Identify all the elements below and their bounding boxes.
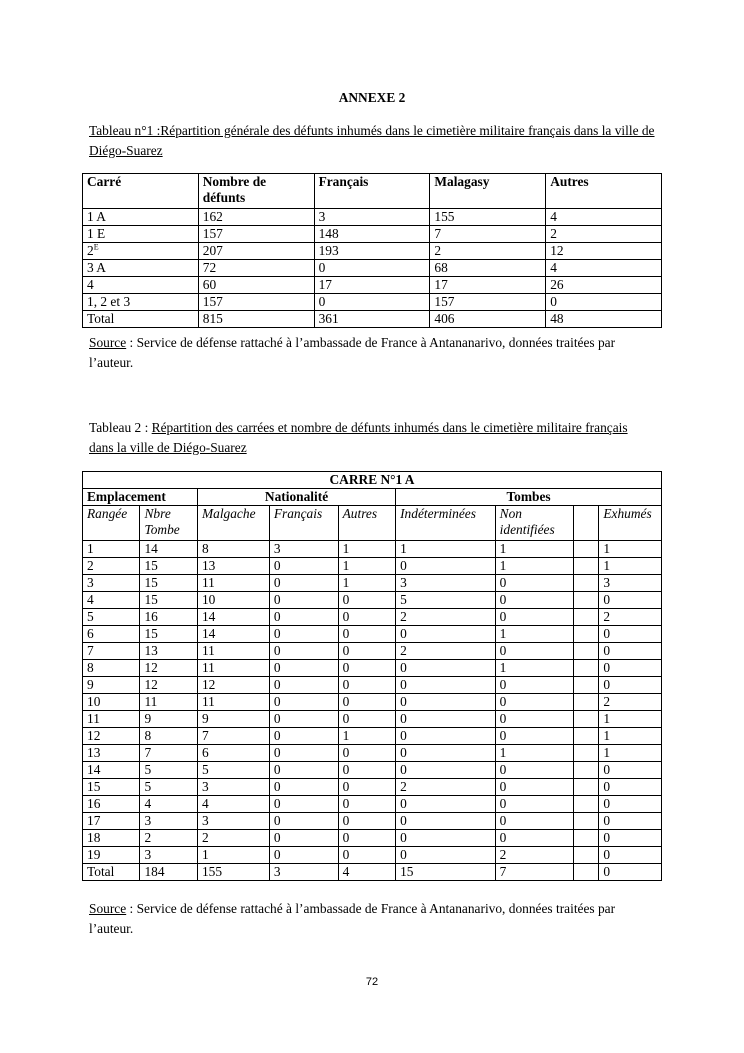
table1-cell: 17 [314, 277, 430, 294]
table2-cell: 3 [197, 813, 269, 830]
table2-cell: 16 [140, 609, 197, 626]
table2-cell: 1 [495, 558, 573, 575]
table2-caption-prefix: Tableau 2 : [89, 420, 152, 435]
table2-cell: 0 [269, 575, 338, 592]
table2-cell: 8 [197, 541, 269, 558]
table2-cell: 0 [269, 694, 338, 711]
group-emplacement: Emplacement [83, 489, 198, 506]
table2-cell: 8 [83, 660, 140, 677]
table2-cell: 0 [495, 779, 573, 796]
subheader-cell: Rangée [83, 506, 140, 541]
table2-cell: 0 [396, 626, 496, 643]
table2-cell: 13 [140, 643, 197, 660]
table1-cell: 3 [314, 209, 430, 226]
table2-cell: 0 [396, 558, 496, 575]
table2-cell: 1 [599, 728, 662, 745]
table2-row [83, 592, 662, 609]
table2-cell: 0 [269, 762, 338, 779]
table2-cell: 3 [599, 575, 662, 592]
table2-cell [573, 626, 599, 643]
table2-row [83, 541, 662, 558]
table2-cell: 9 [83, 677, 140, 694]
table2-cell: 0 [495, 575, 573, 592]
table1-cell: 2 [430, 243, 546, 260]
table2-cell [573, 660, 599, 677]
table2-cell: 0 [396, 813, 496, 830]
table2-cell: 11 [197, 643, 269, 660]
table1-cell: 60 [198, 277, 314, 294]
table2-row [83, 813, 662, 830]
table2-cell: 0 [338, 643, 395, 660]
table2-cell: 16 [83, 796, 140, 813]
table2-cell: 15 [140, 558, 197, 575]
table2-cell: 3 [140, 847, 197, 864]
table2-cell: 5 [396, 592, 496, 609]
table2-cell [573, 728, 599, 745]
table2-cell: 0 [396, 711, 496, 728]
table2-cell: 5 [140, 779, 197, 796]
table2-cell [573, 677, 599, 694]
subheader-cell: Malgache [197, 506, 269, 541]
subheader-cell: Nbre Tombe [140, 506, 197, 541]
table1-header-cell: Autres [546, 174, 662, 209]
table2-cell: 7 [197, 728, 269, 745]
table2-cell: 1 [338, 558, 395, 575]
table2-cell [573, 609, 599, 626]
table2-cell [573, 643, 599, 660]
table1-cell: 68 [430, 260, 546, 277]
table1-row [83, 311, 662, 328]
table2-cell: 1 [599, 711, 662, 728]
table2-cell [573, 864, 599, 881]
table2-source-text: : Service de défense rattaché à l’ambassade de France à Antananarivo, données traitées par l’auteur. [89, 901, 616, 936]
table2-cell: 0 [495, 677, 573, 694]
table2-cell: 5 [83, 609, 140, 626]
table2-cell: 0 [269, 660, 338, 677]
table1-cell: 1, 2 et 3 [83, 294, 199, 311]
table2-cell: 0 [599, 779, 662, 796]
table2-cell [573, 847, 599, 864]
table2-row [83, 762, 662, 779]
group-nationalite: Nationalité [197, 489, 395, 506]
table2-cell [573, 762, 599, 779]
table2-cell: 15 [140, 626, 197, 643]
table2-cell: 1 [599, 558, 662, 575]
table1-source [89, 333, 655, 373]
table2-cell: 7 [495, 864, 573, 881]
table2-row [83, 609, 662, 626]
table2-cell: 0 [599, 813, 662, 830]
table2-cell: Total [83, 864, 140, 881]
table1-header-cell: Carré [83, 174, 199, 209]
table2-cell: 4 [197, 796, 269, 813]
table1-header-cell: Malagasy [430, 174, 546, 209]
table1-source-text: : Service de défense rattaché à l’ambassade de France à Antananarivo, données traitées par l’auteur. [89, 335, 616, 370]
table2-cell: 14 [140, 541, 197, 558]
table2-cell: 5 [140, 762, 197, 779]
table2-cell [573, 541, 599, 558]
table2-cell: 2 [495, 847, 573, 864]
table1-cell: 4 [546, 260, 662, 277]
table2-row [83, 711, 662, 728]
table2-row [83, 677, 662, 694]
table1-cell: 157 [430, 294, 546, 311]
table2-cell: 14 [197, 626, 269, 643]
table1-cell: 1 A [83, 209, 199, 226]
table1-cell: 148 [314, 226, 430, 243]
table2-cell: 0 [599, 864, 662, 881]
table2-cell: 0 [396, 728, 496, 745]
table2-source-label: Source [89, 901, 127, 916]
table2-cell: 0 [269, 847, 338, 864]
table2-cell: 5 [197, 762, 269, 779]
table2-row [83, 796, 662, 813]
table2-row [83, 830, 662, 847]
table2-cell [573, 830, 599, 847]
table2-cell: 10 [83, 694, 140, 711]
table2-cell: 12 [197, 677, 269, 694]
annex-title: ANNEXE 2 [338, 90, 406, 105]
subheader-cell: Français [269, 506, 338, 541]
table2-cell: 0 [599, 677, 662, 694]
table2-cell: 0 [338, 779, 395, 796]
table2-cell: 2 [396, 779, 496, 796]
table2-cell: 0 [599, 830, 662, 847]
table2-cell: 18 [83, 830, 140, 847]
table2-cell: 14 [83, 762, 140, 779]
table2-cell [573, 745, 599, 762]
table2-cell [573, 813, 599, 830]
table1-caption: Tableau n°1 :Répartition générale des défunts inhumés dans le cimetière militaire français dans la ville de Diégo-Suarez [89, 123, 655, 158]
table2-cell: 0 [599, 762, 662, 779]
table2-title: CARRE N°1 A [83, 472, 662, 489]
table2-row [83, 575, 662, 592]
table2-cell: 0 [495, 643, 573, 660]
table2-cell: 1 [338, 541, 395, 558]
table2-cell: 0 [495, 762, 573, 779]
table2-cell: 1 [197, 847, 269, 864]
table2-cell: 11 [83, 711, 140, 728]
table2-cell: 0 [396, 830, 496, 847]
table2-cell: 0 [495, 592, 573, 609]
table2-cell: 0 [338, 694, 395, 711]
table2-cell: 1 [495, 745, 573, 762]
table2-cell: 0 [338, 813, 395, 830]
table1-cell: 361 [314, 311, 430, 328]
table2-cell: 9 [140, 711, 197, 728]
table2-cell: 1 [495, 626, 573, 643]
table2-cell: 0 [338, 677, 395, 694]
table2-row [83, 847, 662, 864]
table1-cell: 155 [430, 209, 546, 226]
table2-cell: 1 [396, 541, 496, 558]
table1-row [83, 294, 662, 311]
table1-cell: 0 [314, 260, 430, 277]
table2-cell: 0 [396, 847, 496, 864]
table2-row [83, 558, 662, 575]
subheader-cell [573, 506, 599, 541]
table2-cell: 0 [338, 626, 395, 643]
table1-row [83, 243, 662, 260]
table2-cell [573, 779, 599, 796]
table2-cell: 2 [396, 643, 496, 660]
table2-cell: 12 [140, 660, 197, 677]
table2-cell: 17 [83, 813, 140, 830]
table2-cell: 11 [197, 575, 269, 592]
table2-cell: 0 [269, 728, 338, 745]
table2-cell: 0 [396, 694, 496, 711]
table1-header-cell: Français [314, 174, 430, 209]
table2-cell: 184 [140, 864, 197, 881]
table2-cell: 1 [338, 575, 395, 592]
table2-cell: 7 [83, 643, 140, 660]
table2-cell: 2 [83, 558, 140, 575]
table2-cell: 0 [269, 796, 338, 813]
table2-cell: 7 [140, 745, 197, 762]
table2-row [83, 660, 662, 677]
table2-cell: 155 [197, 864, 269, 881]
table2-cell: 3 [83, 575, 140, 592]
table1-cell: 26 [546, 277, 662, 294]
table2-cell [573, 592, 599, 609]
table2-cell: 0 [396, 796, 496, 813]
group-tombes: Tombes [396, 489, 662, 506]
table2-cell: 15 [83, 779, 140, 796]
subheader-cell: Exhumés [599, 506, 662, 541]
table2-cell: 15 [396, 864, 496, 881]
table2-cell: 3 [197, 779, 269, 796]
table2-row [83, 694, 662, 711]
table2-cell: 0 [338, 609, 395, 626]
table2-cell: 1 [599, 745, 662, 762]
table2-cell: 0 [338, 762, 395, 779]
page-number: 72 [365, 976, 379, 988]
table1-cell: 12 [546, 243, 662, 260]
table2-cell: 8 [140, 728, 197, 745]
table2-cell: 0 [599, 660, 662, 677]
table2-caption [89, 418, 655, 458]
table2-cell: 2 [197, 830, 269, 847]
row-superscript: E [93, 242, 99, 252]
table2-cell: 0 [269, 626, 338, 643]
table2-cell: 14 [197, 609, 269, 626]
table1-cell: 17 [430, 277, 546, 294]
table2-cell: 10 [197, 592, 269, 609]
table2-cell [573, 558, 599, 575]
table2-cell: 11 [197, 660, 269, 677]
table2-cell: 0 [269, 592, 338, 609]
table2-cell: 3 [269, 541, 338, 558]
table2-cell: 2 [599, 609, 662, 626]
table2-cell: 1 [495, 660, 573, 677]
table2-cell: 0 [269, 677, 338, 694]
table1-cell: 815 [198, 311, 314, 328]
table2-cell: 19 [83, 847, 140, 864]
table1-cell: Total [83, 311, 199, 328]
table1-cell: 7 [430, 226, 546, 243]
subheader-cell: Non identifiées [495, 506, 573, 541]
table2-cell: 1 [599, 541, 662, 558]
table2-cell: 6 [197, 745, 269, 762]
table2-cell: 0 [269, 558, 338, 575]
table2-cell: 4 [140, 796, 197, 813]
table2-cell: 0 [338, 745, 395, 762]
table2-row [83, 626, 662, 643]
table2-cell: 0 [599, 796, 662, 813]
table1-header-cell: Nombre de défunts [198, 174, 314, 209]
table2-cell: 0 [269, 711, 338, 728]
table1-cell: 4 [546, 209, 662, 226]
table1-header-row [83, 174, 662, 209]
table2-cell: 1 [83, 541, 140, 558]
table2-group-row [83, 489, 662, 506]
table2-cell: 0 [495, 694, 573, 711]
table2-cell [573, 711, 599, 728]
table1-cell: 162 [198, 209, 314, 226]
table1-cell: 406 [430, 311, 546, 328]
subheader-cell: Indéterminées [396, 506, 496, 541]
table2-cell: 15 [140, 575, 197, 592]
table2-cell: 9 [197, 711, 269, 728]
table1-cell: 2 [546, 226, 662, 243]
table2-subheader-row [83, 506, 662, 541]
table2-cell: 11 [197, 694, 269, 711]
table2-cell: 13 [83, 745, 140, 762]
table2-row [83, 728, 662, 745]
table1-cell: 0 [314, 294, 430, 311]
table2-cell: 0 [495, 609, 573, 626]
table2-cell [573, 575, 599, 592]
table2-cell: 0 [338, 796, 395, 813]
table2-row [83, 643, 662, 660]
table2-cell: 3 [269, 864, 338, 881]
table1-source-label: Source [89, 335, 127, 350]
table2 [82, 471, 662, 881]
table2-cell: 0 [269, 609, 338, 626]
table1-row [83, 226, 662, 243]
table2-cell: 0 [338, 592, 395, 609]
table1-cell: 157 [198, 226, 314, 243]
table1-cell: 3 A [83, 260, 199, 277]
table2-cell: 12 [140, 677, 197, 694]
table2-row [83, 779, 662, 796]
table2-cell: 2 [140, 830, 197, 847]
table1-cell: 1 E [83, 226, 199, 243]
table1-cell: 72 [198, 260, 314, 277]
table2-cell: 0 [338, 660, 395, 677]
table1-row [83, 260, 662, 277]
table2-cell: 0 [495, 796, 573, 813]
table1-row [83, 209, 662, 226]
table2-cell: 0 [599, 592, 662, 609]
table2-cell: 3 [140, 813, 197, 830]
table2-cell: 12 [83, 728, 140, 745]
table2-cell: 15 [140, 592, 197, 609]
table2-cell: 0 [495, 711, 573, 728]
table2-cell: 13 [197, 558, 269, 575]
table2-cell: 0 [495, 813, 573, 830]
table2-cell: 0 [338, 847, 395, 864]
table2-caption-title: Répartition des carrées et nombre de défunts inhumés dans le cimetière militaire français dans la ville de Diégo-Suarez [89, 420, 628, 455]
table2-cell: 0 [269, 779, 338, 796]
table2-cell: 11 [140, 694, 197, 711]
table1 [82, 173, 662, 328]
table2-cell: 0 [396, 762, 496, 779]
table1-cell: 193 [314, 243, 430, 260]
table2-cell: 0 [338, 711, 395, 728]
table2-cell: 0 [396, 660, 496, 677]
table2-cell: 4 [83, 592, 140, 609]
table2-cell: 0 [269, 745, 338, 762]
table1-cell: 4 [83, 277, 199, 294]
table2-cell [573, 796, 599, 813]
table2-cell [573, 694, 599, 711]
subheader-cell: Autres [338, 506, 395, 541]
table2-cell: 0 [495, 728, 573, 745]
table2-cell: 0 [396, 745, 496, 762]
table2-cell: 0 [599, 626, 662, 643]
table2-cell: 0 [495, 830, 573, 847]
table2-cell: 1 [495, 541, 573, 558]
table2-cell: 2 [396, 609, 496, 626]
table2-cell: 0 [269, 813, 338, 830]
table2-cell: 0 [599, 847, 662, 864]
table2-cell: 0 [269, 830, 338, 847]
table1-cell: $2^E$ [83, 243, 199, 260]
table1-cell: 157 [198, 294, 314, 311]
table2-source [89, 899, 655, 939]
table2-row [83, 745, 662, 762]
table1-cell: 207 [198, 243, 314, 260]
table2-cell: 0 [599, 643, 662, 660]
table1-row [83, 277, 662, 294]
table2-cell: 0 [338, 830, 395, 847]
table2-title-row [83, 472, 662, 489]
table2-cell: 0 [396, 677, 496, 694]
table1-cell: 48 [546, 311, 662, 328]
table1-cell: 0 [546, 294, 662, 311]
table2-cell: 4 [338, 864, 395, 881]
table2-cell: 6 [83, 626, 140, 643]
table2-cell: 3 [396, 575, 496, 592]
table2-row [83, 864, 662, 881]
table2-cell: 1 [338, 728, 395, 745]
table2-cell: 0 [269, 643, 338, 660]
table2-cell: 2 [599, 694, 662, 711]
